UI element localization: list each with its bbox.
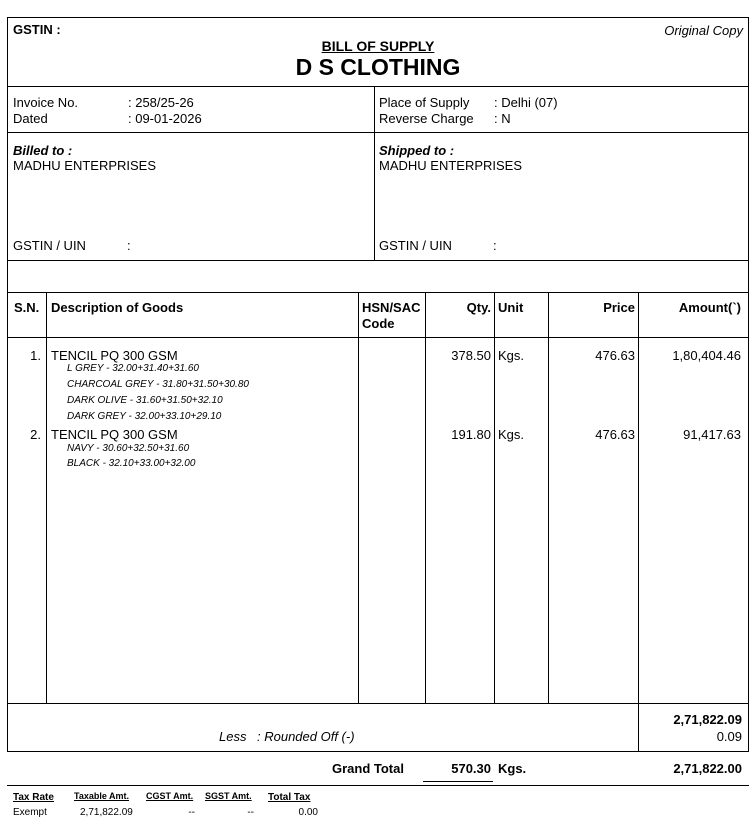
tax-header-sgst: SGST Amt. (205, 791, 252, 801)
col-divider-qty (494, 292, 495, 703)
total-qty: 570.30 (451, 761, 491, 776)
tax-row-total: 0.00 (298, 807, 318, 818)
tax-header-rate: Tax Rate (13, 792, 54, 803)
header-amount: Amount(`) (678, 300, 741, 315)
grand-total-bottom-border (7, 785, 749, 786)
party-column-divider (374, 86, 375, 260)
item-1-detail: DARK OLIVE - 31.60+31.50+32.10 (67, 395, 223, 406)
item-1-unit: Kgs. (498, 348, 525, 363)
dated-label: Dated (13, 111, 48, 126)
reverse-charge-value: : N (494, 111, 511, 126)
tax-row-sgst: -- (247, 807, 254, 818)
tax-row-taxable: 2,71,822.09 (80, 807, 133, 818)
info-divider (7, 132, 749, 133)
billed-to-label: Billed to : (13, 143, 73, 158)
summary-divider (7, 751, 749, 752)
col-divider-desc (358, 292, 359, 703)
top-border (7, 17, 749, 18)
doc-title: BILL OF SUPPLY (321, 38, 435, 54)
shipped-to-name: MADHU ENTERPRISES (379, 158, 523, 173)
tax-header-taxable: Taxable Amt. (74, 791, 130, 801)
tax-header-cgst: CGST Amt. (146, 791, 194, 801)
header-qty: Qty. (466, 300, 491, 315)
item-2-detail: BLACK - 32.10+33.00+32.00 (67, 458, 196, 469)
item-2-detail: NAVY - 30.60+32.50+31.60 (67, 443, 190, 454)
header-hsn-line1: HSN/SAC (362, 300, 421, 315)
tax-row-cgst: -- (188, 807, 195, 818)
rounded-off-value: 0.09 (716, 729, 742, 744)
less-label: Less (219, 729, 247, 744)
rounded-off-label: : Rounded Off (-) (257, 729, 355, 744)
item-1-detail: CHARCOAL GREY - 31.80+31.50+30.80 (67, 379, 249, 390)
place-of-supply-value: : Delhi (07) (494, 95, 558, 110)
tax-row-rate: Exempt (13, 807, 47, 818)
grand-total-label: Grand Total (332, 761, 404, 776)
invoice-no-label: Invoice No. (13, 95, 79, 110)
shipped-gstin-label: GSTIN / UIN (379, 238, 452, 253)
item-2-price: 476.63 (595, 427, 635, 442)
header-sn: S.N. (14, 300, 40, 315)
billed-gstin-label: GSTIN / UIN (13, 238, 86, 253)
left-border (7, 17, 8, 752)
subtotal-value: 2,71,822.09 (673, 712, 742, 727)
item-1-amount: 1,80,404.46 (672, 348, 741, 363)
billed-to-name: MADHU ENTERPRISES (13, 158, 157, 173)
item-1-description: TENCIL PQ 300 GSM (51, 348, 178, 363)
item-1-detail: DARK GREY - 32.00+33.10+29.10 (67, 411, 222, 422)
col-divider-sn (46, 292, 47, 703)
header-unit: Unit (498, 300, 524, 315)
grand-total-value: 2,71,822.00 (673, 761, 742, 776)
reverse-charge-label: Reverse Charge (379, 111, 474, 126)
item-1-qty: 378.50 (451, 348, 491, 363)
item-2-unit: Kgs. (498, 427, 525, 442)
item-2-description: TENCIL PQ 300 GSM (51, 427, 178, 442)
item-2-amount: 91,417.63 (683, 427, 741, 442)
header-divider (7, 86, 749, 87)
party-bottom-divider (7, 260, 749, 261)
gstin-label: GSTIN : (13, 22, 61, 37)
item-1-sn: 1. (30, 348, 41, 363)
qty-total-underline (423, 781, 493, 782)
shipped-gstin-value: : (493, 238, 497, 253)
header-hsn-line2: Code (362, 316, 395, 331)
company-name: D S CLOTHING (295, 54, 461, 80)
item-2-qty: 191.80 (451, 427, 491, 442)
copy-label: Original Copy (664, 23, 743, 38)
billed-gstin-value: : (127, 238, 131, 253)
dated-value: : 09-01-2026 (128, 111, 202, 126)
invoice-no-value: : 258/25-26 (128, 95, 194, 110)
header-price: Price (603, 300, 635, 315)
item-2-sn: 2. (30, 427, 41, 442)
item-1-price: 476.63 (595, 348, 635, 363)
tax-header-total: Total Tax (268, 792, 311, 803)
shipped-to-label: Shipped to : (379, 143, 455, 158)
table-bottom-border (7, 703, 749, 704)
place-of-supply-label: Place of Supply (379, 95, 470, 110)
total-unit: Kgs. (498, 761, 527, 776)
right-border (748, 17, 749, 752)
header-description: Description of Goods (51, 300, 184, 315)
item-1-detail: L GREY - 32.00+31.40+31.60 (67, 363, 199, 374)
